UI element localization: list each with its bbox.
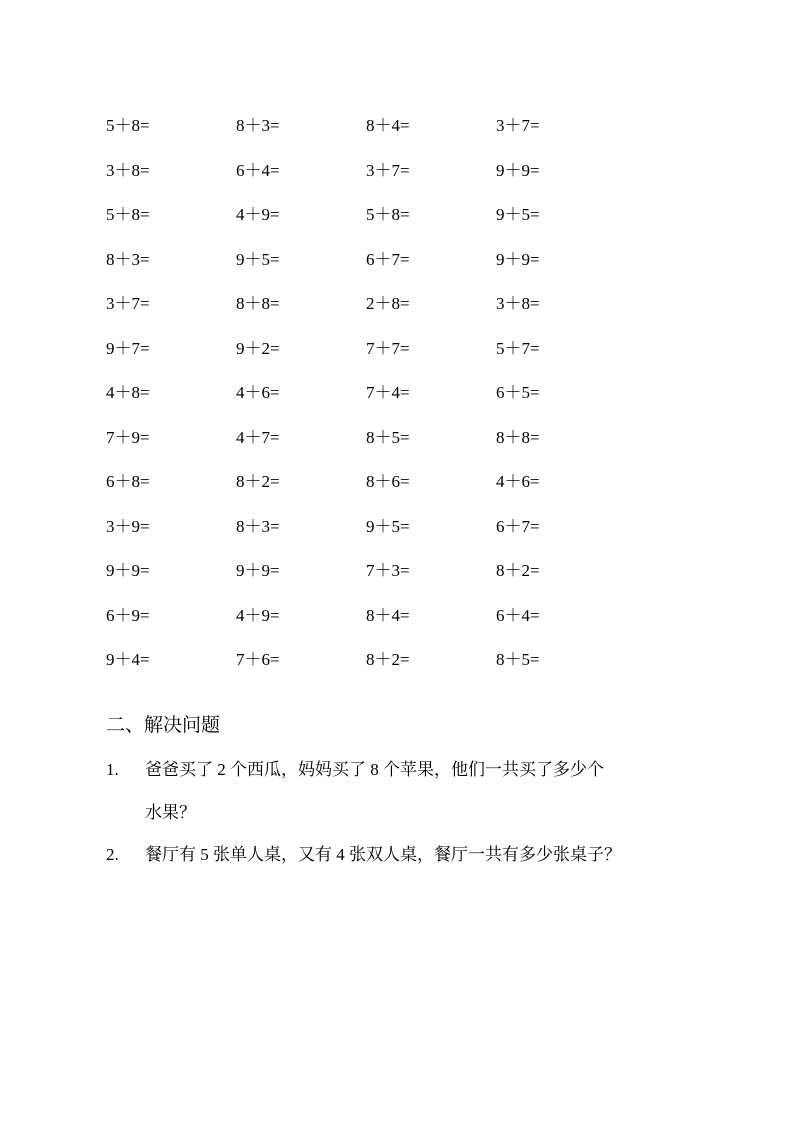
exercise-item: 6＋7= [496,516,540,536]
exercise-item: 8＋2= [236,472,280,492]
exercise-item: 4＋9= [236,205,280,225]
exercise-item: 5＋8= [106,116,150,136]
exercise-item: 8＋3= [236,516,280,536]
exercise-item: 8＋5= [366,427,410,447]
exercise-item: 8＋4= [366,116,410,136]
problem-number: 2. [106,845,119,864]
exercise-item: 4＋8= [106,383,150,403]
exercise-item: 8＋2= [496,561,540,581]
exercise-item: 5＋8= [366,205,410,225]
exercise-row [106,193,626,238]
problem-text: 餐厅有 5 张单人桌，又有 4 张双人桌，餐厅一共有多少张桌子？ [145,845,621,864]
exercise-row [106,594,626,639]
exercise-row [106,149,626,194]
exercise-item: 8＋6= [366,472,410,492]
exercise-item: 4＋6= [236,383,280,403]
section-title: 二、解决问题 [106,715,221,736]
exercise-item: 8＋4= [366,605,410,625]
exercise-row [106,505,626,550]
exercise-item: 9＋4= [106,650,150,670]
exercise-item: 9＋9= [496,249,540,269]
exercise-item: 8＋2= [366,650,410,670]
exercise-item: 6＋4= [236,160,280,180]
exercise-item: 8＋8= [496,427,540,447]
exercise-item: 9＋7= [106,338,150,358]
exercise-item: 7＋7= [366,338,410,358]
exercise-item: 9＋5= [496,205,540,225]
exercise-item: 9＋5= [366,516,410,536]
exercise-row [106,238,626,283]
exercise-item: 7＋4= [366,383,410,403]
exercise-row [106,371,626,416]
exercise-row [106,549,626,594]
exercise-item: 3＋7= [366,160,410,180]
exercise-item: 8＋5= [496,650,540,670]
exercise-item: 3＋7= [496,116,540,136]
problem-text: 爸爸买了 2 个西瓜，妈妈买了 8 个苹果，他们一共买了多少个 [145,760,604,779]
exercise-item: 9＋9= [106,561,150,581]
problem-number: 1. [106,760,119,779]
exercise-item: 5＋7= [496,338,540,358]
exercise-item: 9＋2= [236,338,280,358]
exercise-item: 4＋6= [496,472,540,492]
exercise-item: 8＋8= [236,294,280,314]
exercise-item: 7＋6= [236,650,280,670]
exercise-item: 6＋5= [496,383,540,403]
exercise-item: 4＋7= [236,427,280,447]
exercise-row [106,327,626,372]
exercise-item: 3＋7= [106,294,150,314]
exercise-item: 8＋3= [106,249,150,269]
exercise-row [106,416,626,461]
exercise-item: 9＋5= [236,249,280,269]
exercise-item: 6＋7= [366,249,410,269]
exercise-item: 6＋9= [106,605,150,625]
exercise-row [106,460,626,505]
exercise-item: 3＋8= [106,160,150,180]
exercise-item: 2＋8= [366,294,410,314]
exercise-row [106,104,626,149]
word-problem-2 [106,842,621,868]
exercise-item: 9＋9= [496,160,540,180]
word-problem-1 [106,757,604,783]
exercise-item: 6＋8= [106,472,150,492]
exercise-item: 3＋9= [106,516,150,536]
exercise-item: 7＋3= [366,561,410,581]
exercise-row [106,282,626,327]
exercise-row [106,638,626,683]
exercise-item: 9＋9= [236,561,280,581]
exercise-item: 8＋3= [236,116,280,136]
word-problem-1-continuation: 水果？ [145,803,196,822]
exercise-item: 3＋8= [496,294,540,314]
exercise-item: 6＋4= [496,605,540,625]
exercise-item: 7＋9= [106,427,150,447]
arithmetic-exercise-grid [106,104,626,683]
exercise-item: 5＋8= [106,205,150,225]
exercise-item: 4＋9= [236,605,280,625]
